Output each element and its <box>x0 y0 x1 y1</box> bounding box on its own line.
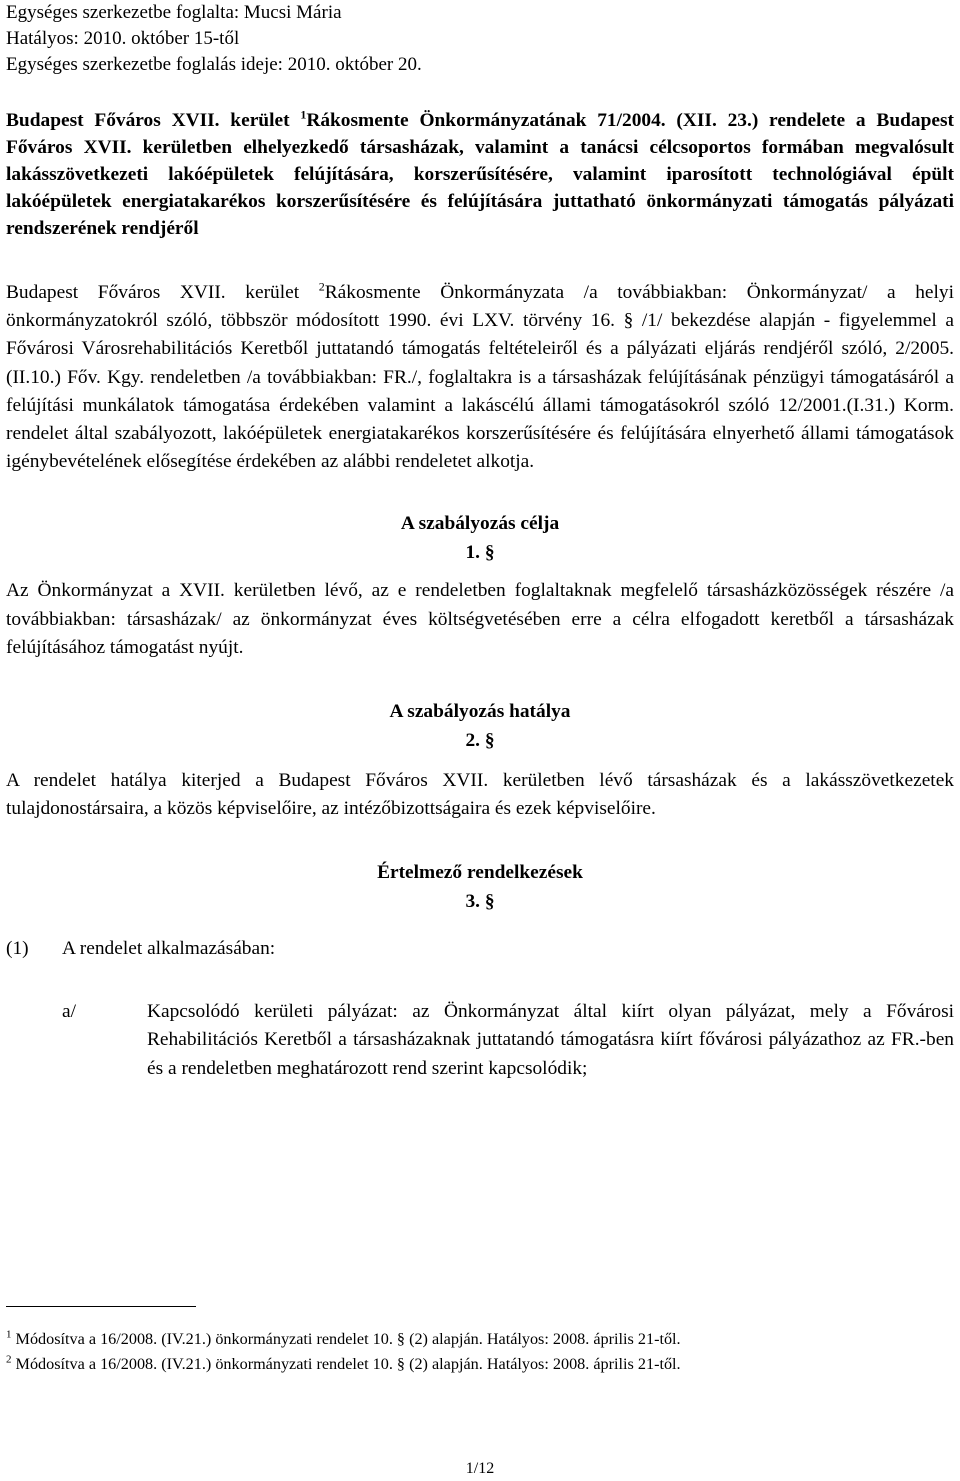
document-page <box>6 0 955 1477</box>
footnote-1-ref: 1 <box>6 1328 12 1341</box>
definition-marker: a/ <box>62 1000 76 1022</box>
section-2-text: A rendelet hatálya kiterjed a Budapest Főváros XVII. kerületben lévő társasházak és a lakásszövetkezetek tulajdonostársaira, a közös képviselőire, az intézőbizottságaira és ezek képviselőire. <box>6 769 954 820</box>
title-part-2: Rákosmente Önkormányzatának 71/2004. (XII. 23.) rendelete a Budapest Főváros XVII. kerületben elhelyezkedő társasházak, valamint a tanácsi célcsoportos formában megvalósult lakásszövetkezeti lakóépületek felújítására, korszerűsítésére, valamint iparosított technológiával épült lakóépületek energiatakarékos korszerűsítésére és felújítására juttatható önkormányzati támogatás pályázati rendszerének rendjéről <box>6 110 954 239</box>
definitions-intro <box>6 935 954 965</box>
footnote-2 <box>6 1352 954 1377</box>
title-footnote-ref: 1 <box>300 107 307 122</box>
header-compiled-by: Egységes szerkezetbe foglalta: Mucsi Mária <box>6 2 342 23</box>
definition-text: Kapcsolódó kerületi pályázat: az Önkormányzat által kiírt olyan pályázat, mely a Fővárosi Rehabilitációs Keretből a társasházaknak juttatandó támogatásra kiírt fővárosi pályázathoz az FR.-ben és a rendeletben meghatározott rend szerint kapcsolódik; <box>147 1000 954 1079</box>
preamble-footnote-ref: 2 <box>318 279 325 294</box>
page-number: 1/12 <box>465 1460 495 1477</box>
section-2-heading <box>6 697 954 755</box>
header-consolidation-date: Egységes szerkezetbe foglalás ideje: 2010. október 20. <box>6 54 422 75</box>
footnote-separator <box>6 1306 196 1307</box>
section-1-title: A szabályozás célja <box>400 513 560 535</box>
preamble-part-2: Rákosmente Önkormányzata /a továbbiakban: Önkormányzat/ a helyi önkormányzatokról szóló, többször módosított 1990. évi LXV. törvény 16. § /1/ bekezdése alapján - figyelemmel a Fővárosi Városrehabilitációs Keretből juttatandó támogatás feltételeiről és a pályázati eljárás rendjéről szóló, 2/2005.(II.10.) Főv. Kgy. rendeletben /a továbbiakban: FR./, foglaltakra is a társasházak felújításának pénzügyi támogatásáról a felújítási munkálatok támogatása érdekében valamint a lakáscélú állami támogatásokról szóló 12/2001.(I.31.) Korm. rendelet által szabályozott, lakóépületek energiatakarékos korszerűsítésére és felújítására elnyerhető állami támogatások igénybevételének elősegítése érdekében az alábbi rendeletet alkotja. <box>6 282 955 473</box>
section-2-number: 2. § <box>465 729 495 751</box>
header-effective-date: Hatályos: 2010. október 15-től <box>6 28 240 49</box>
footnote-1-text: Módosítva a 16/2008. (IV.21.) önkormányzati rendelet 10. § (2) alapján. Hatályos: 2008. április 21-től. <box>15 1330 681 1348</box>
paragraph-number: (1) <box>6 937 29 959</box>
footnotes <box>6 1327 954 1377</box>
section-2-title: A szabályozás hatálya <box>389 700 571 722</box>
footnote-1 <box>6 1327 954 1352</box>
regulation-title <box>6 107 954 242</box>
preamble-part-1: Budapest Főváros XVII. kerület <box>6 282 319 303</box>
section-3-number: 3. § <box>465 890 495 912</box>
section-3-title: Értelmező rendelkezések <box>377 861 583 883</box>
section-1-number: 1. § <box>465 542 495 564</box>
section-1-text: Az Önkormányzat a XVII. kerületben lévő, az e rendeletben foglaltaknak megfelelő társasházközösségek részére /a továbbiakban: társasházak/ az önkormányzat éves költségvetésében erre a célra elfogadott keretből a társasházak felújításához támogatást nyújt. <box>6 580 954 659</box>
footnote-2-text: Módosítva a 16/2008. (IV.21.) önkormányzati rendelet 10. § (2) alapján. Hatályos: 2008. április 21-től. <box>15 1355 681 1373</box>
section-3-heading <box>6 858 954 916</box>
preamble <box>6 279 954 476</box>
document-header <box>6 0 954 78</box>
footnote-2-ref: 2 <box>6 1353 12 1366</box>
section-1-heading <box>6 509 954 567</box>
definitions-intro-text: A rendelet alkalmazásában: <box>62 937 276 959</box>
title-part-1: Budapest Főváros XVII. kerület <box>6 110 301 131</box>
definition-item <box>6 998 954 1084</box>
